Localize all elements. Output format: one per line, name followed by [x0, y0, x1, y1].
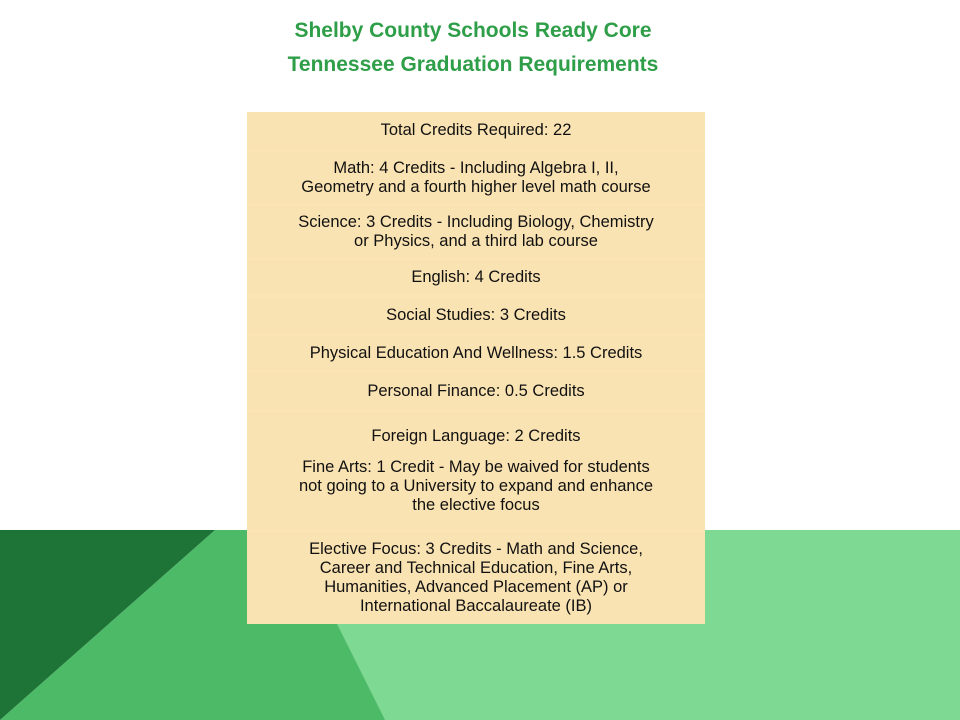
foreign-language-paragraph	[371, 427, 580, 446]
fine-arts-text-line: not going to a University to expand and enhance	[298, 476, 654, 495]
row-personal-finance	[247, 373, 705, 409]
total-credits-text: Total Credits Required: 22	[380, 121, 572, 139]
physical-education-text: Physical Education And Wellness: 1.5 Credits	[309, 343, 643, 362]
fine-arts-text-line: the elective focus	[412, 495, 540, 514]
title-line-1: Shelby County Schools Ready Core	[294, 19, 652, 42]
elective-focus-text-line: International Baccalaureate (IB)	[359, 597, 593, 615]
row-english	[247, 260, 705, 294]
row-social-studies	[247, 297, 705, 333]
foreign-language-text: Foreign Language: 2 Credits	[371, 426, 581, 445]
row-science	[247, 206, 705, 257]
science-text-line: or Physics, and a third lab course	[354, 231, 598, 250]
math-text-line: Geometry and a fourth higher level math course	[301, 177, 651, 196]
elective-focus-text-line: Career and Technical Education, Fine Arts,	[319, 559, 633, 577]
row-language-arts	[247, 412, 705, 529]
math-text-line: Math: 4 Credits - Including Algebra I, II,	[333, 158, 619, 177]
row-physical-education	[247, 336, 705, 370]
title-line-2: Tennessee Graduation Requirements	[287, 53, 659, 76]
row-total-credits	[247, 112, 705, 149]
requirements-table	[247, 112, 705, 624]
fine-arts-text-line: Fine Arts: 1 Credit - May be waived for students	[302, 457, 650, 476]
science-text-line: Science: 3 Credits - Including Biology, Chemistry	[298, 212, 654, 231]
english-text: English: 4 Credits	[411, 267, 541, 286]
row-math	[247, 152, 705, 203]
social-studies-text: Social Studies: 3 Credits	[386, 305, 566, 324]
elective-focus-text-line: Elective Focus: 3 Credits - Math and Science,	[309, 540, 643, 558]
row-elective-focus	[247, 532, 705, 624]
fine-arts-paragraph	[299, 458, 653, 515]
elective-focus-text-line: Humanities, Advanced Placement (AP) or	[324, 578, 628, 596]
personal-finance-text: Personal Finance: 0.5 Credits	[367, 381, 585, 400]
slide-title	[0, 14, 946, 82]
